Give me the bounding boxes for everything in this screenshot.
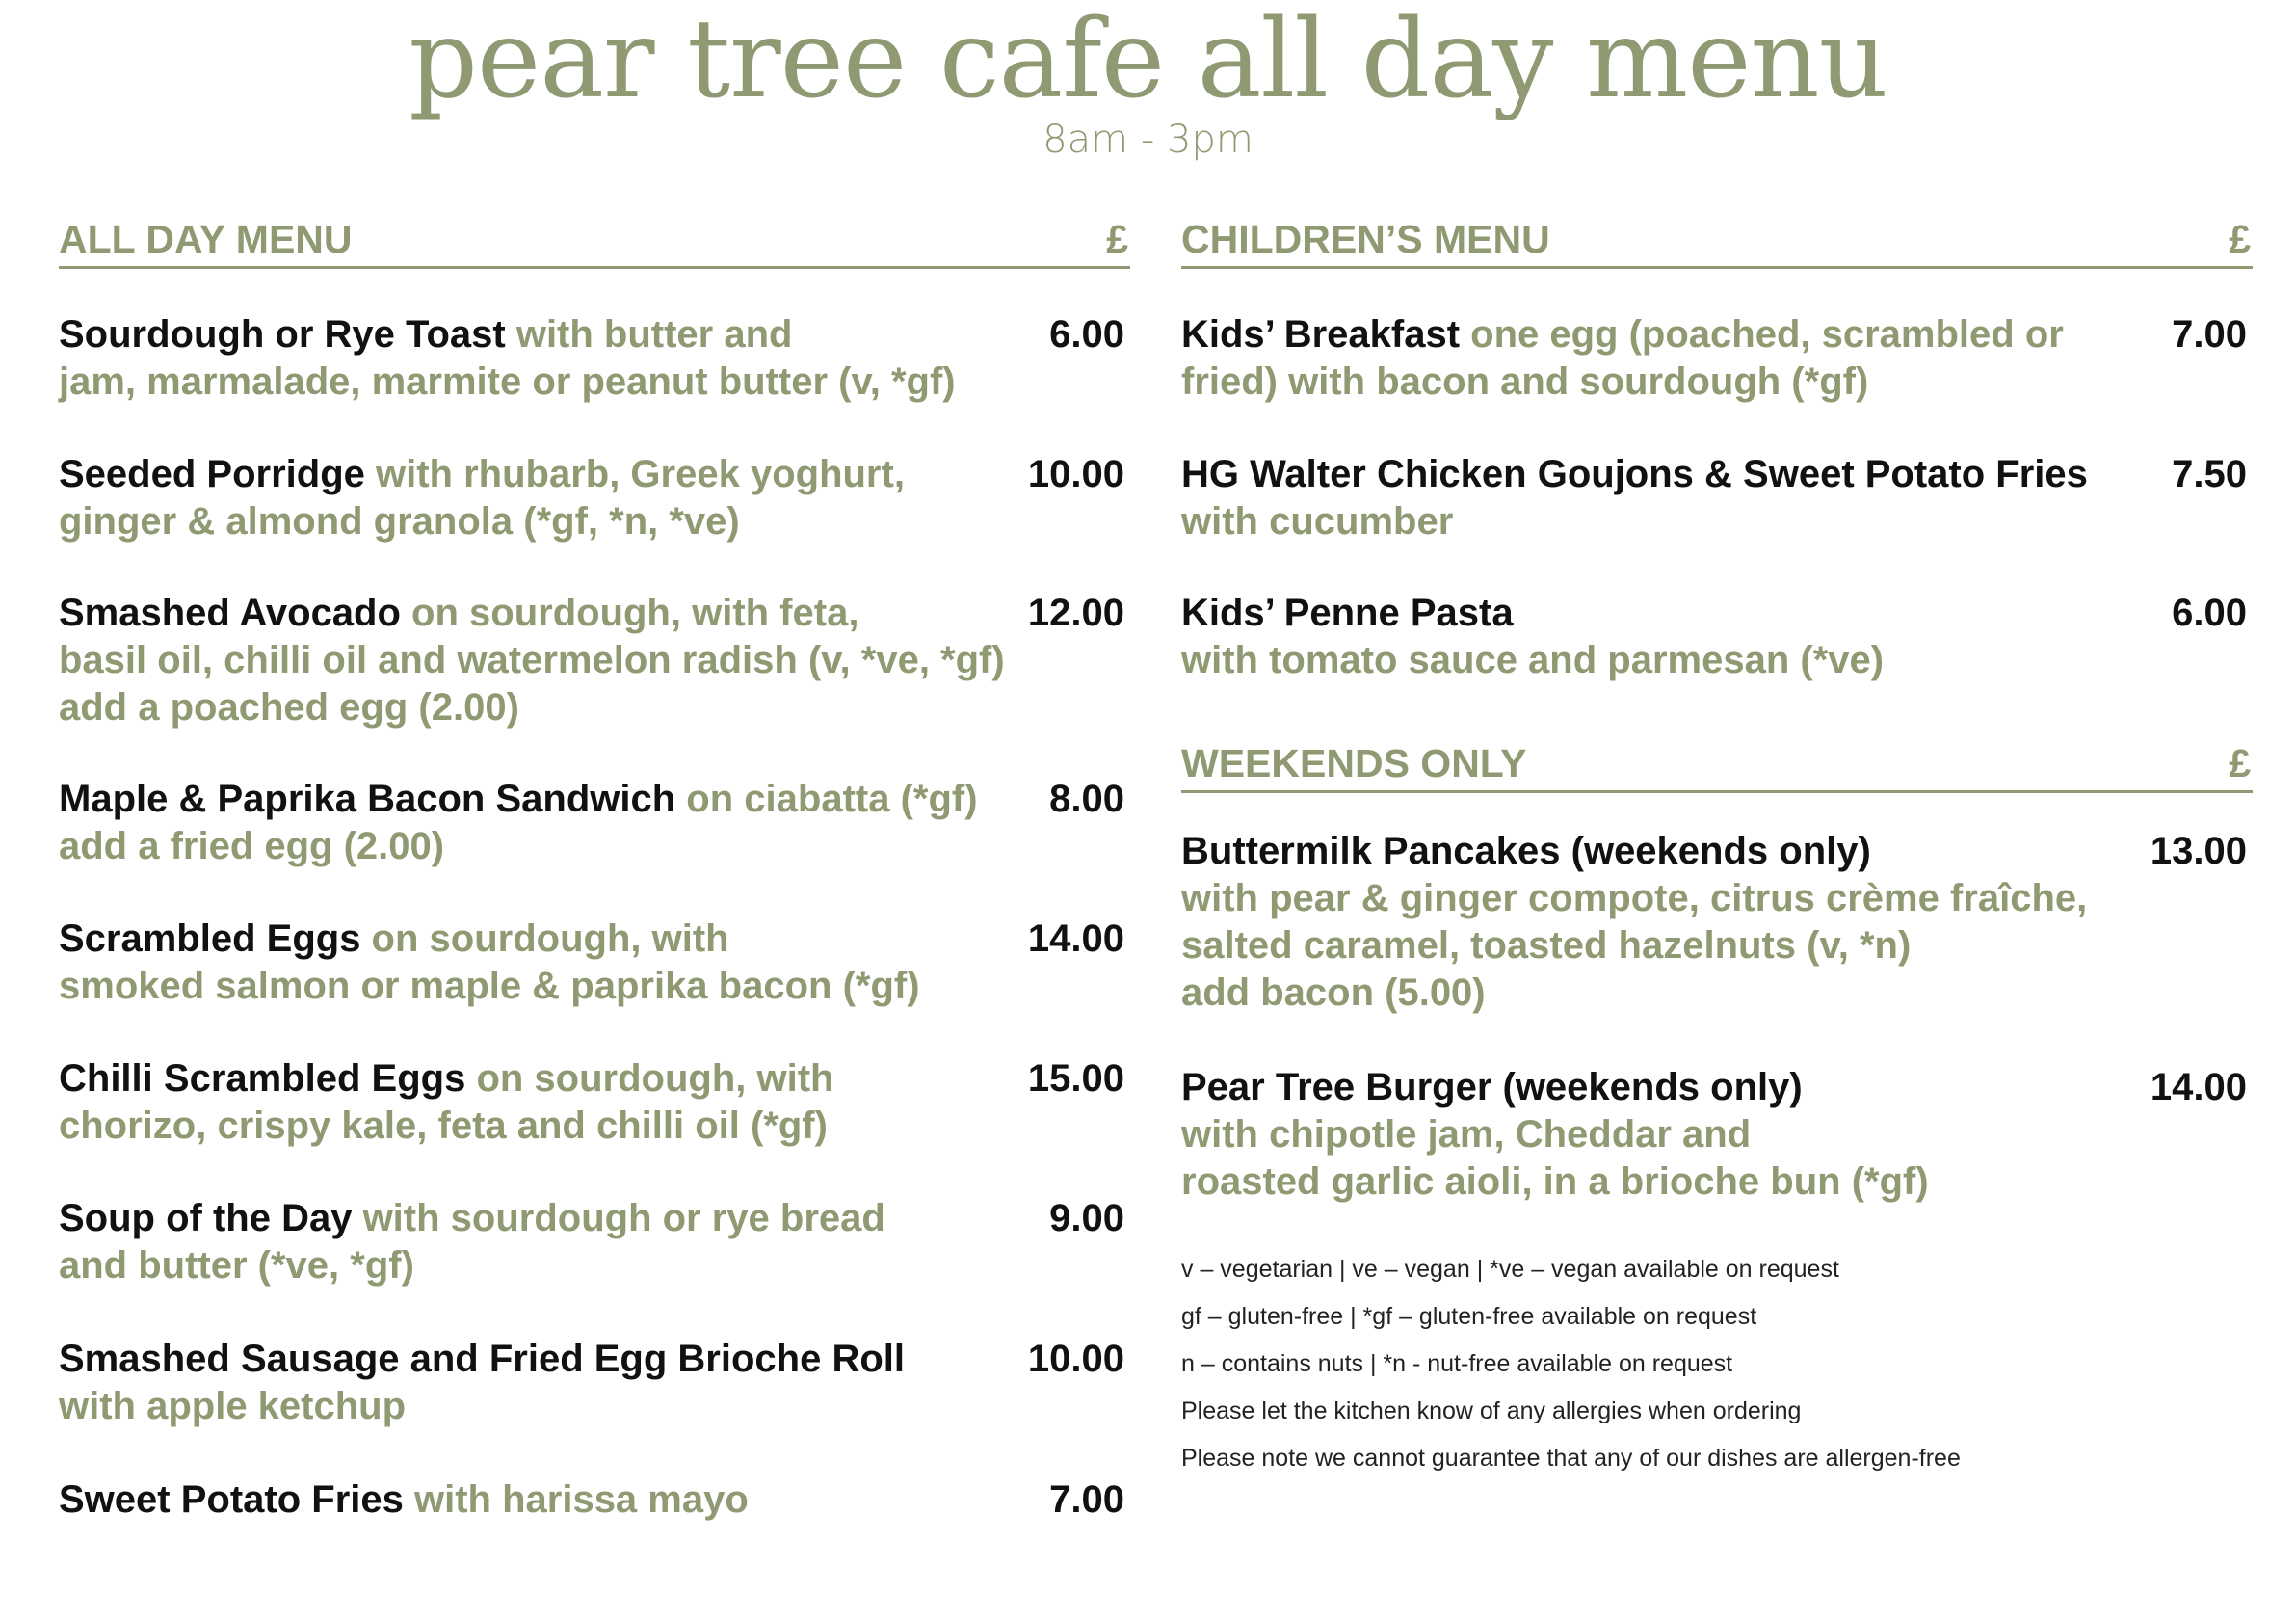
item-description: with rhubarb, Greek yoghurt, — [364, 453, 905, 495]
section-title: CHILDREN’S MENU — [1181, 217, 1550, 261]
item-description: with butter and — [505, 313, 793, 356]
allergen-disclaimer: Please note we cannot guarantee that any of our dishes are allergen-free — [1181, 1445, 1961, 1472]
item-name: Scrambled Eggs — [59, 917, 361, 960]
menu-item-kids-penne-pasta — [1181, 590, 2253, 684]
item-name: Maple & Paprika Bacon Sandwich — [59, 778, 676, 820]
item-description: one egg (poached, scrambled or — [1460, 313, 2064, 356]
item-name: HG Walter Chicken Goujons & Sweet Potato Fries — [1181, 453, 2088, 495]
item-description: with harissa mayo — [403, 1478, 749, 1521]
item-description: on sourdough, with — [465, 1057, 834, 1100]
allergy-note: Please let the kitchen know of any allergies when ordering — [1181, 1397, 1802, 1424]
menu-item-kids-breakfast — [1181, 311, 2253, 406]
item-description: on ciabatta (*gf) — [675, 778, 978, 820]
item-description: on sourdough, with feta, — [400, 592, 859, 634]
item-description: with sourdough or rye bread — [352, 1197, 885, 1239]
legend-line: gf – gluten-free | *gf – gluten-free available on request — [1181, 1303, 1757, 1330]
item-name: Seeded Porridge — [59, 453, 365, 495]
item-name: Buttermilk Pancakes (weekends only) — [1181, 830, 1871, 872]
item-description: salted caramel, toasted hazelnuts (v, *n) — [1181, 924, 1912, 967]
item-description: roasted garlic aioli, in a brioche bun (*gf) — [1181, 1160, 1929, 1203]
item-price: 13.00 — [2150, 830, 2247, 872]
item-addon: add a fried egg (2.00) — [59, 825, 445, 867]
item-price: 12.00 — [1027, 592, 1124, 634]
childrens-menu-header — [1181, 214, 2253, 269]
item-price: 14.00 — [2150, 1066, 2247, 1108]
item-name: Kids’ Penne Pasta — [1181, 592, 1514, 634]
section-title: ALL DAY MENU — [59, 217, 353, 261]
item-description: with apple ketchup — [59, 1385, 407, 1427]
item-description: jam, marmalade, marmite or peanut butter (v, *gf) — [59, 360, 956, 403]
currency-symbol: £ — [2229, 741, 2251, 785]
item-description: with tomato sauce and parmesan (*ve) — [1181, 639, 1885, 681]
item-price: 6.00 — [1049, 313, 1124, 356]
item-description: with pear & ginger compote, citrus crème fraîche, — [1181, 877, 2088, 919]
menu-item-chicken-goujons — [1181, 451, 2253, 545]
menu-item-smashed-avocado — [59, 590, 1130, 731]
item-price: 14.00 — [1027, 917, 1124, 960]
item-addon: add a poached egg (2.00) — [59, 686, 519, 729]
dietary-legend — [1181, 1246, 2253, 1482]
item-addon: add bacon (5.00) — [1181, 971, 1486, 1014]
item-price: 6.00 — [2172, 592, 2247, 634]
opening-hours: 8am - 3pm — [1042, 118, 1254, 162]
all-day-menu-column — [59, 214, 1130, 1524]
weekends-only-header — [1181, 738, 2253, 793]
item-description: fried) with bacon and sourdough (*gf) — [1181, 360, 1869, 403]
item-name: Kids’ Breakfast — [1181, 313, 1461, 356]
item-name: Sourdough or Rye Toast — [59, 313, 506, 356]
menu-item-pear-tree-burger — [1181, 1064, 2253, 1206]
menu-item-chilli-scrambled-eggs — [59, 1055, 1130, 1150]
item-description: with chipotle jam, Cheddar and — [1181, 1113, 1752, 1156]
menu-item-bacon-sandwich — [59, 776, 1130, 870]
item-name: Smashed Avocado — [59, 592, 401, 634]
section-title: WEEKENDS ONLY — [1181, 741, 1527, 785]
item-price: 15.00 — [1027, 1057, 1124, 1100]
menu-item-sweet-potato-fries — [59, 1476, 1130, 1524]
item-price: 10.00 — [1027, 453, 1124, 495]
item-price: 10.00 — [1027, 1338, 1124, 1380]
item-description: smoked salmon or maple & paprika bacon (*gf) — [59, 965, 920, 1007]
item-description: basil oil, chilli oil and watermelon radish (v, *ve, *gf) — [59, 639, 1005, 681]
legend-line: n – contains nuts | *n - nut-free available on request — [1181, 1350, 1733, 1377]
item-description: with cucumber — [1181, 500, 1454, 543]
menu-item-seeded-porridge — [59, 451, 1130, 545]
legend-line: v – vegetarian | ve – vegan | *ve – vegan available on request — [1181, 1256, 1839, 1283]
item-price: 7.00 — [2172, 313, 2247, 356]
item-price: 8.00 — [1049, 778, 1124, 820]
menu-item-scrambled-eggs — [59, 916, 1130, 1010]
currency-symbol: £ — [1106, 217, 1128, 261]
item-description: ginger & almond granola (*gf, *n, *ve) — [59, 500, 740, 543]
item-name: Pear Tree Burger (weekends only) — [1181, 1066, 1803, 1108]
menu-title: pear tree cafe all day menu — [409, 0, 1887, 122]
item-price: 7.00 — [1049, 1478, 1124, 1521]
currency-symbol: £ — [2229, 217, 2251, 261]
menu-item-sausage-brioche-roll — [59, 1336, 1130, 1430]
item-description: chorizo, crispy kale, feta and chilli oil (*gf) — [59, 1104, 828, 1147]
item-description: on sourdough, with — [360, 917, 729, 960]
menu-item-buttermilk-pancakes — [1181, 828, 2253, 1017]
item-name: Sweet Potato Fries — [59, 1478, 404, 1521]
item-price: 9.00 — [1049, 1197, 1124, 1239]
menu-item-soup-of-the-day — [59, 1195, 1130, 1290]
item-price: 7.50 — [2172, 453, 2247, 495]
menu-item-sourdough-toast — [59, 311, 1130, 406]
childrens-menu-column — [1181, 214, 2253, 1482]
item-name: Soup of the Day — [59, 1197, 353, 1239]
item-name: Smashed Sausage and Fried Egg Brioche Roll — [59, 1338, 905, 1380]
all-day-menu-header — [59, 214, 1130, 269]
item-description: and butter (*ve, *gf) — [59, 1244, 414, 1287]
item-name: Chilli Scrambled Eggs — [59, 1057, 466, 1100]
